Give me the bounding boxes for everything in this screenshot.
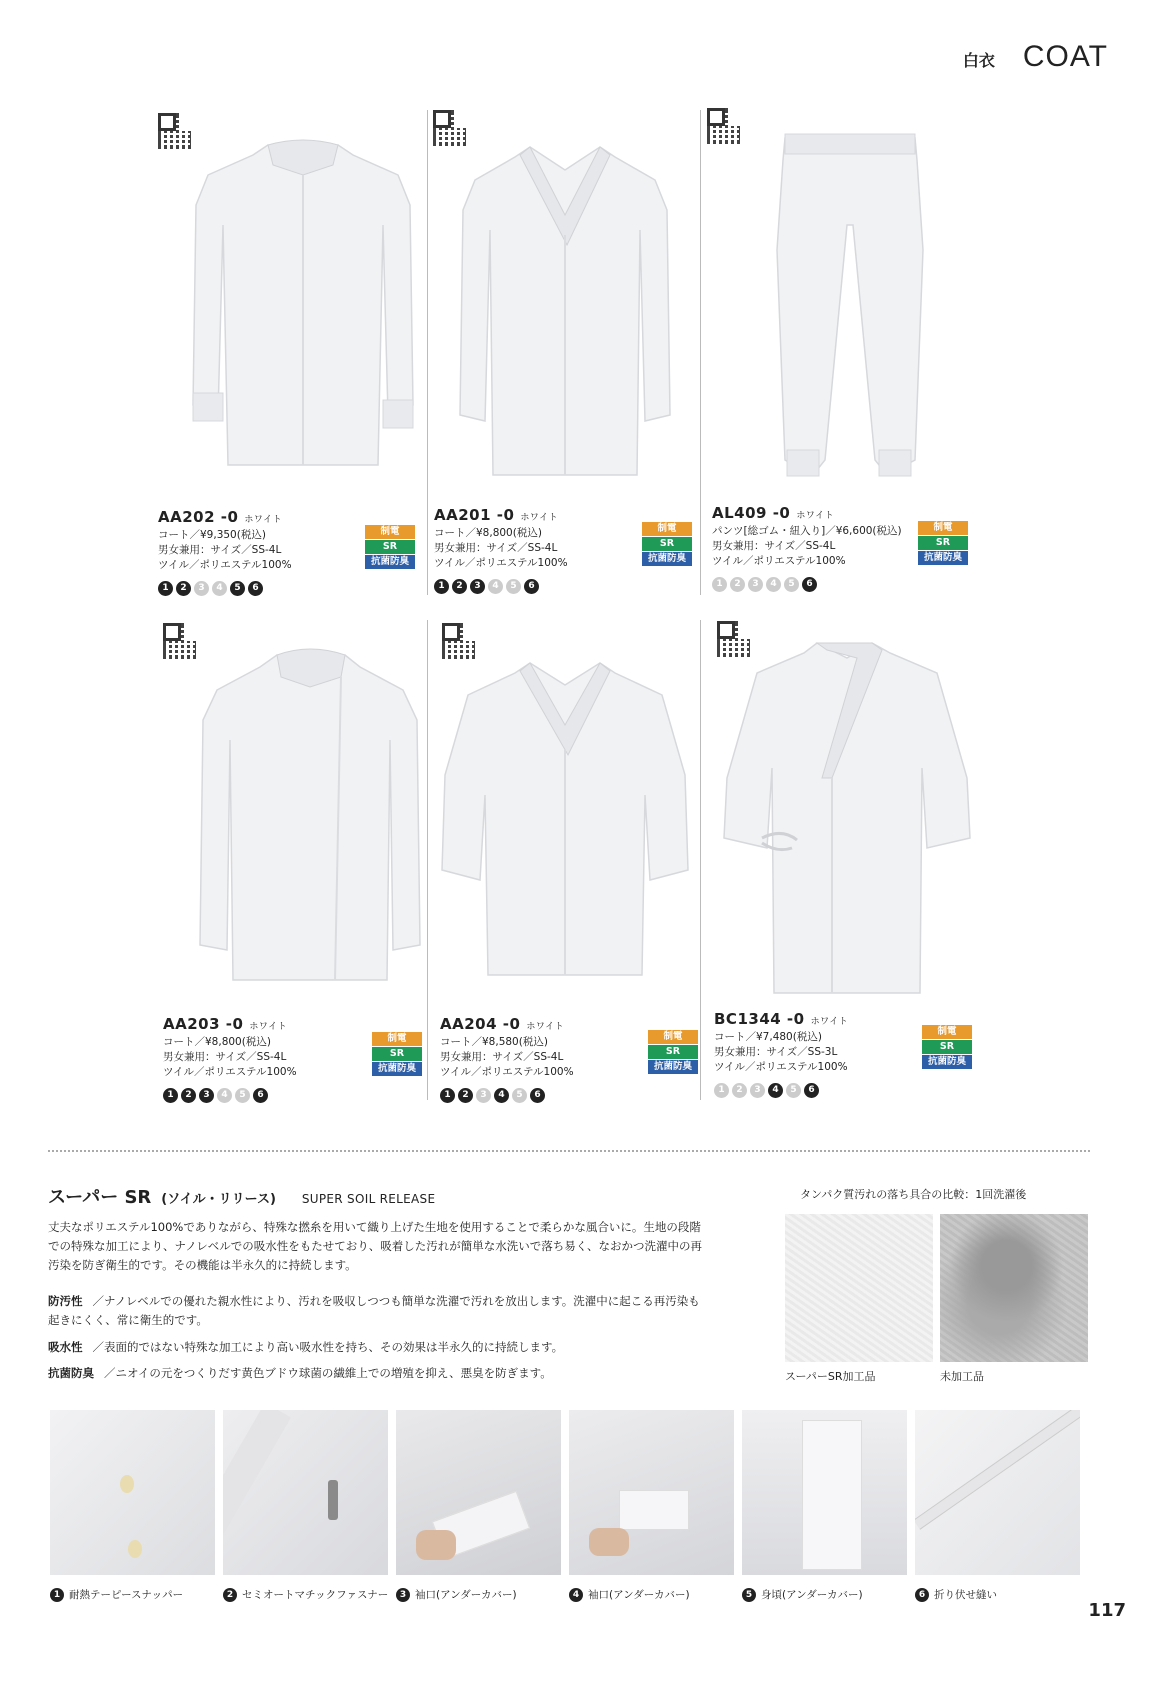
detail-label-2: 2 セミオートマチックファスナー [223, 1587, 388, 1602]
feature-badge: SR [372, 1047, 422, 1061]
size-dot: 5 [235, 1088, 250, 1103]
size-dot: 3 [748, 577, 763, 592]
size-dots [440, 1088, 574, 1103]
product-info-aa202 [158, 510, 292, 596]
product-image-bc1344 [722, 638, 972, 998]
product-code: BC1344 -0 ホワイト [714, 1010, 849, 1028]
detail-photo-felled-seam [915, 1410, 1080, 1575]
size-dot: 4 [217, 1088, 232, 1103]
feature-badge: SR [648, 1045, 698, 1059]
category-en: COAT [1022, 40, 1108, 73]
detail-photo-cuff-2 [569, 1410, 734, 1575]
page-number: 117 [1088, 1600, 1126, 1621]
product-price: コート／¥8,580(税込) [440, 1036, 548, 1048]
category-jp: 白衣 [962, 51, 995, 70]
feature-badge: 制電 [642, 522, 692, 536]
feature-badge: 抗菌防臭 [642, 552, 692, 566]
feature-badge: 抗菌防臭 [922, 1055, 972, 1069]
page-header [963, 40, 1108, 74]
size-dot: 5 [512, 1088, 527, 1103]
swatch-label-treated: スーパーSR加工品 [785, 1370, 876, 1383]
qr-code-icon[interactable] [442, 623, 478, 659]
swatch-untreated [940, 1214, 1088, 1362]
swatch-treated [785, 1214, 933, 1362]
product-price: コート／¥8,800(税込) [163, 1036, 271, 1048]
feature-badge: 制電 [922, 1025, 972, 1039]
size-dot: 6 [530, 1088, 545, 1103]
size-dot: 1 [434, 579, 449, 594]
feature-badge: SR [642, 537, 692, 551]
feature-badge: SR [918, 536, 968, 550]
size-dot: 3 [476, 1088, 491, 1103]
product-code: AA201 -0 ホワイト [434, 506, 559, 524]
size-dot: 6 [253, 1088, 268, 1103]
size-dot: 4 [488, 579, 503, 594]
size-dot: 2 [176, 581, 191, 596]
detail-label-1: 1 耐熱テーピースナッパー [50, 1587, 183, 1602]
detail-label-3: 3 袖口(アンダーカバー) [396, 1587, 517, 1602]
product-size: 男女兼用：サイズ／SS-4L [163, 1051, 287, 1063]
feature-badge: 制電 [648, 1030, 698, 1044]
feature-badge: 制電 [918, 521, 968, 535]
size-dot: 1 [712, 577, 727, 592]
product-code: AL409 -0 ホワイト [712, 504, 835, 522]
product-size: 男女兼用：サイズ／SS-4L [712, 540, 836, 552]
product-price: コート／¥9,350(税込) [158, 529, 266, 541]
product-price: パンツ[総ゴム・紐入り]／¥6,600(税込) [712, 525, 902, 537]
product-size: 男女兼用：サイズ／SS-4L [158, 544, 282, 556]
size-dot: 5 [230, 581, 245, 596]
size-dot: 5 [784, 577, 799, 592]
product-size: 男女兼用：サイズ／SS-4L [434, 542, 558, 554]
column-divider [700, 110, 701, 595]
size-dot: 3 [470, 579, 485, 594]
size-dot: 1 [714, 1083, 729, 1098]
product-info-aa201 [434, 508, 568, 594]
size-dot: 6 [804, 1083, 819, 1098]
sr-section-title: スーパー SR (ソイル・リリース) SUPER SOIL RELEASE [48, 1187, 436, 1208]
product-info-aa204 [440, 1017, 574, 1103]
product-image-aa202 [188, 135, 418, 490]
product-material: ツイル／ポリエステル100% [434, 557, 568, 569]
feature-badge: SR [365, 540, 415, 554]
product-info-bc1344 [714, 1012, 848, 1098]
size-dot: 1 [440, 1088, 455, 1103]
size-dots [163, 1088, 297, 1103]
feature-badge: SR [922, 1040, 972, 1054]
feature-badges [365, 525, 415, 569]
detail-photo-zipper [223, 1410, 388, 1575]
product-info-al409 [712, 506, 902, 592]
feature-badge: 抗菌防臭 [918, 551, 968, 565]
size-dot: 2 [732, 1083, 747, 1098]
product-size: 男女兼用：サイズ／SS-4L [440, 1051, 564, 1063]
product-material: ツイル／ポリエステル100% [440, 1066, 574, 1078]
size-dot: 6 [524, 579, 539, 594]
size-dot: 3 [194, 581, 209, 596]
feature-badges [372, 1032, 422, 1076]
size-dot: 3 [750, 1083, 765, 1098]
qr-code-icon[interactable] [707, 108, 743, 144]
qr-code-icon[interactable] [163, 623, 199, 659]
feature-badge: 抗菌防臭 [365, 555, 415, 569]
feature-badge: 制電 [365, 525, 415, 539]
product-material: ツイル／ポリエステル100% [158, 559, 292, 571]
size-dot: 6 [802, 577, 817, 592]
product-price: コート／¥8,800(税込) [434, 527, 542, 539]
product-material: ツイル／ポリエステル100% [163, 1066, 297, 1078]
size-dot: 1 [163, 1088, 178, 1103]
sr-feature-antifouling: 防汚性 ／ナノレベルでの優れた親水性により、汚れを吸収しつつも簡単な洗濯で汚れを放出します。洗濯中に起こる再汚染も 起きにくく、常に衛生的です。 [48, 1294, 700, 1327]
section-divider [48, 1150, 1090, 1152]
size-dot: 5 [786, 1083, 801, 1098]
product-code: AA203 -0 ホワイト [163, 1015, 288, 1033]
column-divider [427, 110, 428, 595]
feature-badges [918, 521, 968, 565]
product-info-aa203 [163, 1017, 297, 1103]
feature-badge: 制電 [372, 1032, 422, 1046]
product-size: 男女兼用：サイズ／SS-3L [714, 1046, 838, 1058]
size-dot: 2 [458, 1088, 473, 1103]
size-dot: 3 [199, 1088, 214, 1103]
product-price: コート／¥7,480(税込) [714, 1031, 822, 1043]
product-image-aa204 [440, 655, 690, 985]
column-divider [700, 620, 701, 1100]
size-dot: 1 [158, 581, 173, 596]
size-dot: 5 [506, 579, 521, 594]
size-dots [712, 577, 902, 592]
sr-feature-antibacterial: 抗菌防臭 ／ニオイの元をつくりだす黄色ブドウ球菌の繊維上での増殖を抑え、悪臭を防ぎます。 [48, 1366, 552, 1380]
detail-photo-snapper [50, 1410, 215, 1575]
feature-badges [648, 1030, 698, 1074]
size-dot: 4 [768, 1083, 783, 1098]
size-dot: 2 [730, 577, 745, 592]
product-code: AA202 -0 ホワイト [158, 508, 283, 526]
size-dot: 4 [494, 1088, 509, 1103]
size-dots [434, 579, 568, 594]
swatch-label-untreated: 未加工品 [940, 1370, 984, 1383]
product-material: ツイル／ポリエステル100% [712, 555, 846, 567]
size-dot: 2 [452, 579, 467, 594]
feature-badge: 抗菌防臭 [372, 1062, 422, 1076]
detail-photo-cuff-1 [396, 1410, 561, 1575]
sr-intro: 丈夫なポリエステル100%でありながら、特殊な撚糸を用いて織り上げた生地を使用することで柔らかな風合いに。生地の段階 での特殊な加工により、ナノレベルでの吸水性をもたせており、吸着した汚れが簡単な水洗いで落ち易く、なおかつ洗濯中の再 汚染を防ぎ衛生的です。その機能は半永久的に持続します。 [48, 1220, 702, 1272]
size-dots [158, 581, 292, 596]
feature-badge: 抗菌防臭 [648, 1060, 698, 1074]
size-dot: 4 [766, 577, 781, 592]
product-image-aa201 [455, 135, 675, 490]
size-dot: 6 [248, 581, 263, 596]
feature-badges [642, 522, 692, 566]
detail-label-6: 6 折り伏せ縫い [915, 1587, 997, 1602]
detail-photo-body [742, 1410, 907, 1575]
product-image-al409 [775, 130, 925, 490]
sr-feature-absorbency: 吸水性 ／表面的ではない特殊な加工により高い吸水性を持ち、その効果は半永久的に持続します。 [48, 1340, 564, 1354]
size-dots [714, 1083, 848, 1098]
feature-badges [922, 1025, 972, 1069]
product-code: AA204 -0 ホワイト [440, 1015, 565, 1033]
detail-label-5: 5 身頃(アンダーカバー) [742, 1587, 863, 1602]
compare-title: タンパク質汚れの落ち具合の比較：1回洗濯後 [800, 1188, 1027, 1201]
column-divider [427, 620, 428, 1100]
size-dot: 2 [181, 1088, 196, 1103]
detail-label-4: 4 袖口(アンダーカバー) [569, 1587, 690, 1602]
product-material: ツイル／ポリエステル100% [714, 1061, 848, 1073]
product-image-aa203 [195, 645, 425, 1000]
size-dot: 4 [212, 581, 227, 596]
